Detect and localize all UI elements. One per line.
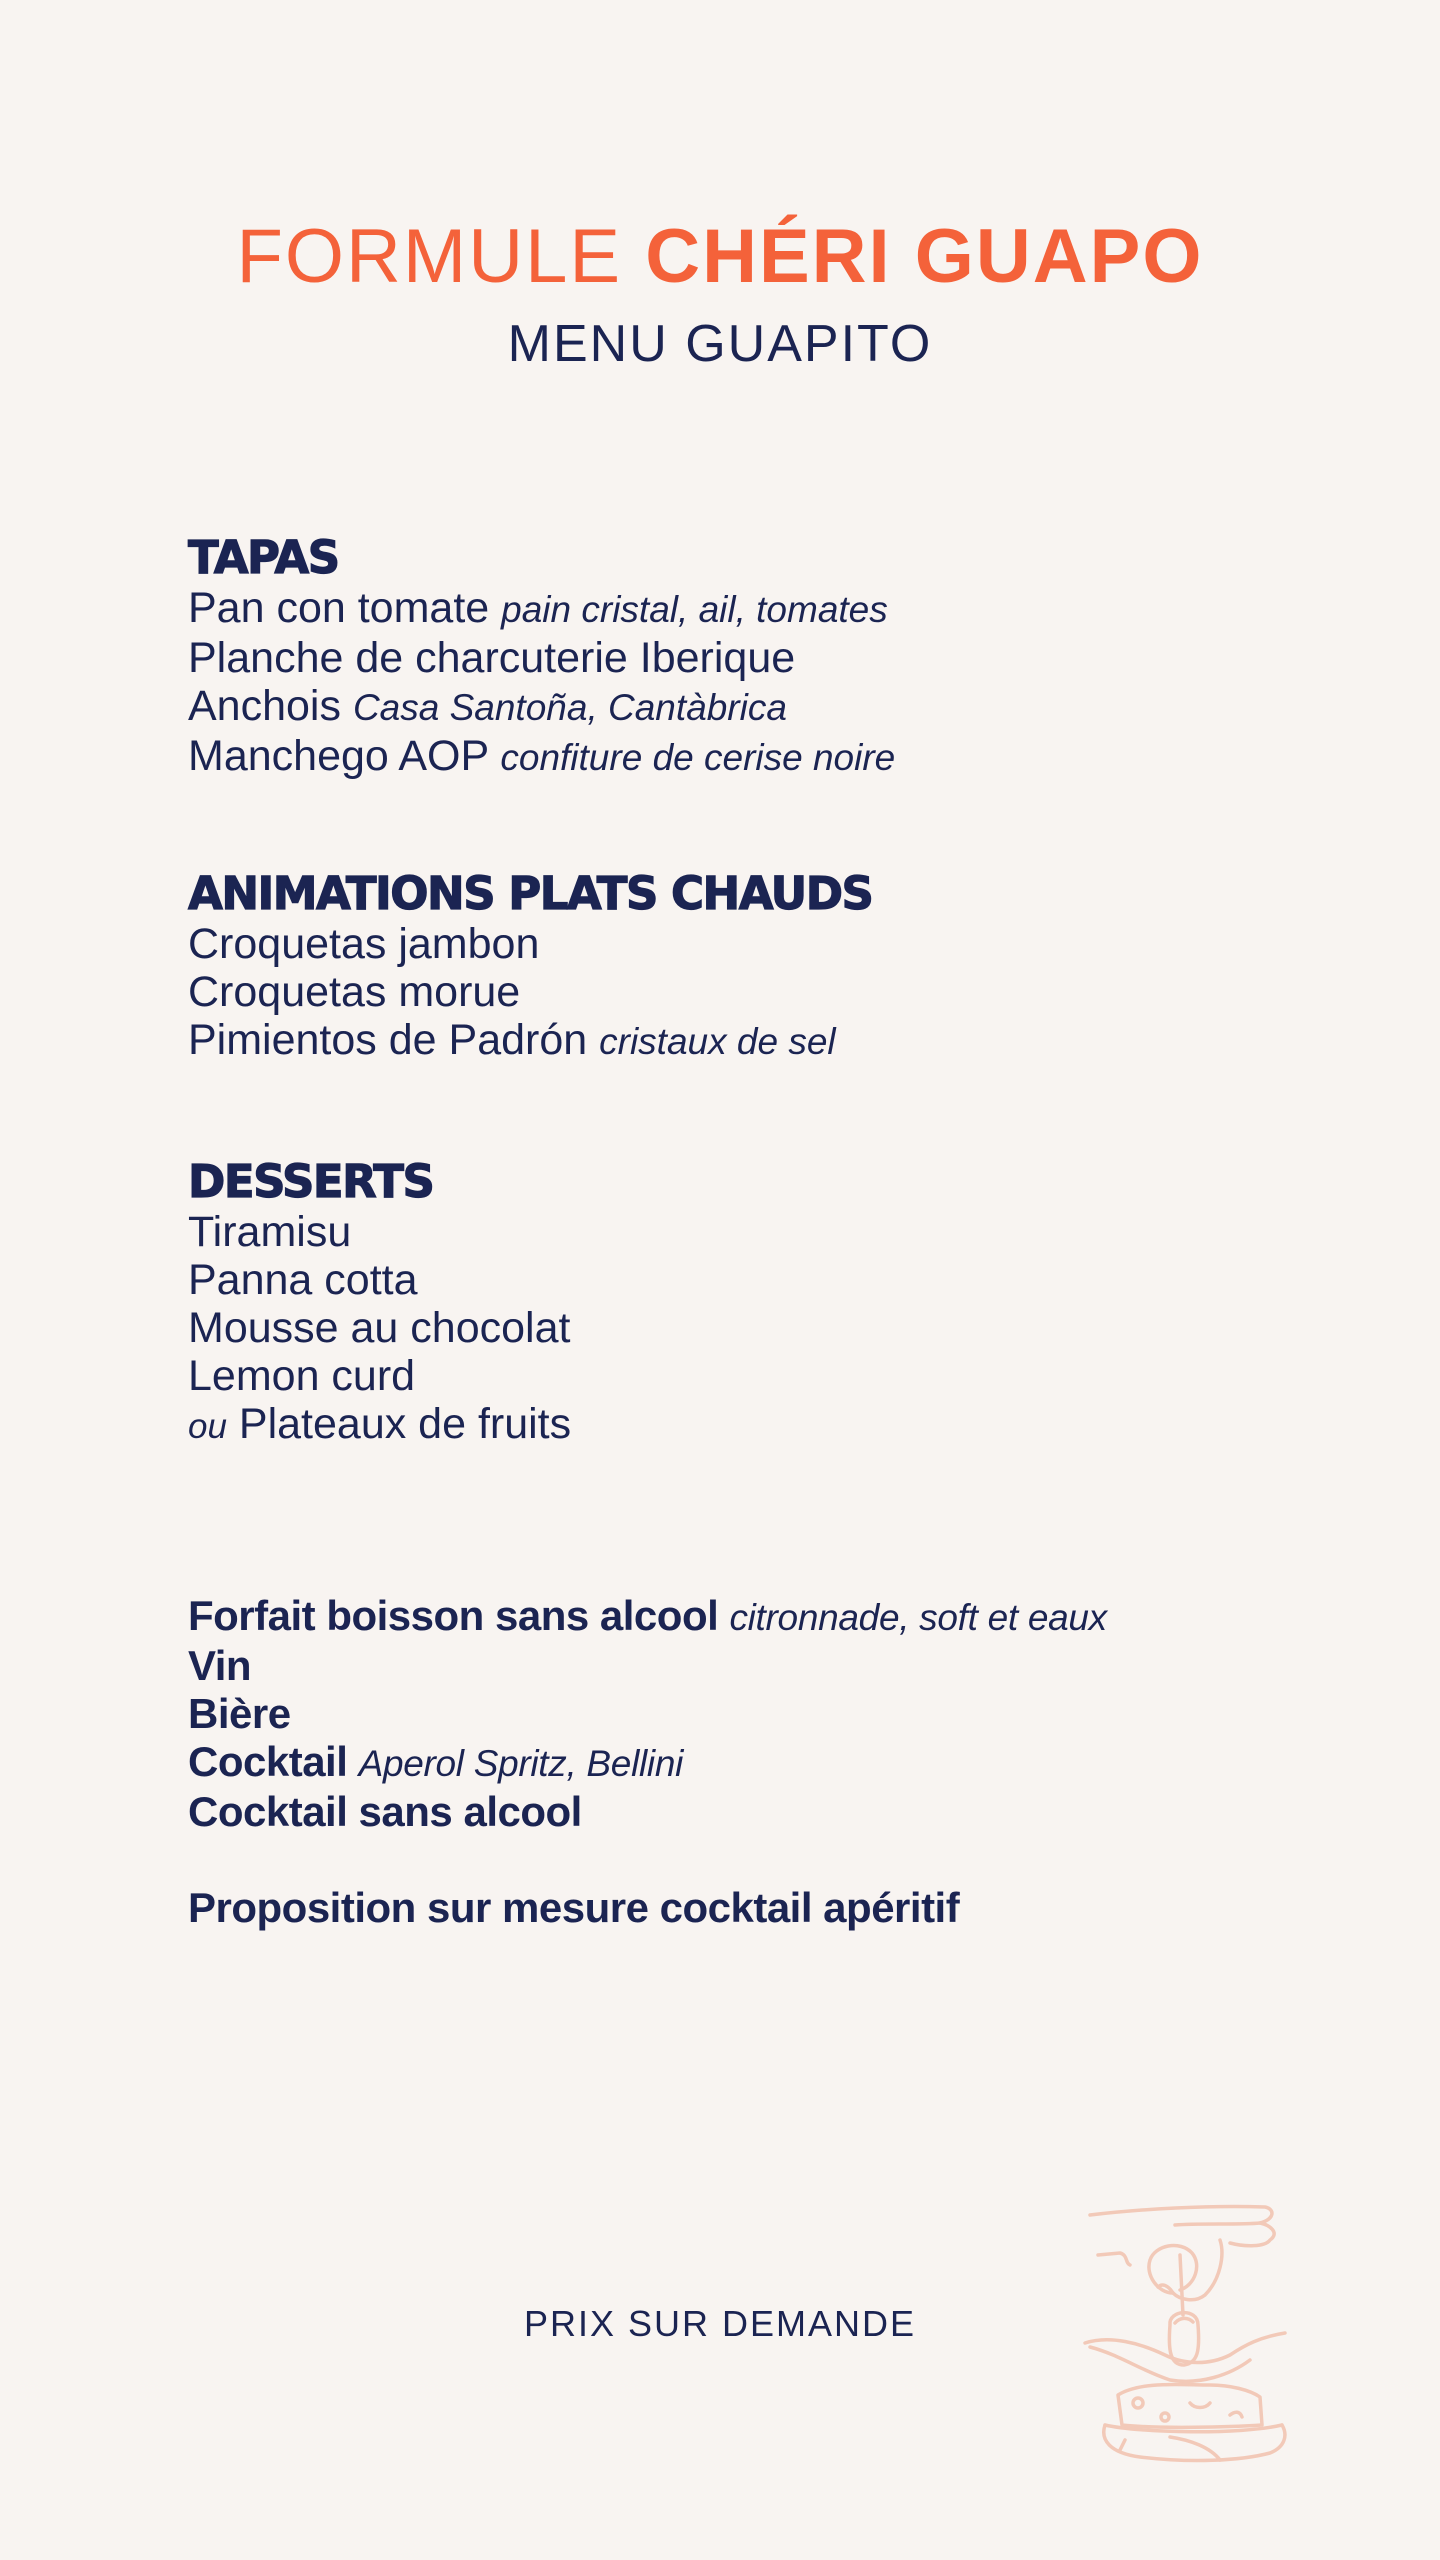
item-name: Plateaux de fruits xyxy=(238,1400,572,1448)
drink-item xyxy=(188,1592,1288,1642)
item-name: Croquetas jambon xyxy=(188,920,540,968)
drink-name: Cocktail sans alcool xyxy=(188,1788,582,1835)
menu-item xyxy=(188,1304,1288,1352)
item-name: Pan con tomate xyxy=(188,584,490,632)
drink-item xyxy=(188,1738,1288,1788)
item-name: Tiramisu xyxy=(188,1208,352,1256)
section-desserts xyxy=(188,1156,1288,1451)
menu-item xyxy=(188,634,1288,682)
item-name: Mousse au chocolat xyxy=(188,1304,571,1352)
menu-subtitle: MENU GUAPITO xyxy=(507,315,933,373)
menu-item xyxy=(188,968,1288,1016)
title-brand: CHÉRI GUAPO xyxy=(645,214,1204,299)
item-name: Lemon curd xyxy=(188,1352,416,1400)
page-title xyxy=(0,212,1440,302)
drink-detail: Aperol Spritz, Bellini xyxy=(358,1743,684,1784)
drink-item xyxy=(188,1690,1288,1738)
menu-item xyxy=(188,1016,1288,1066)
price-note: PRIX SUR DEMANDE xyxy=(523,2303,917,2344)
section-drinks xyxy=(188,1592,1288,1932)
title-formule: FORMULE xyxy=(236,214,646,299)
section-heading: TAPAS xyxy=(188,531,339,584)
drink-name: Vin xyxy=(188,1642,252,1689)
menu-header xyxy=(0,212,1440,374)
custom-offer: Proposition sur mesure cocktail apéritif xyxy=(188,1884,960,1931)
drink-detail: citronnade, soft et eaux xyxy=(729,1597,1107,1638)
menu-item xyxy=(188,584,1288,634)
item-name: Croquetas morue xyxy=(188,968,521,1016)
item-detail: confiture de cerise noire xyxy=(500,737,896,778)
menu-item xyxy=(188,1400,1288,1451)
drink-item xyxy=(188,1642,1288,1690)
menu-item xyxy=(188,1208,1288,1256)
drink-name: Forfait boisson sans alcool xyxy=(188,1592,719,1639)
menu-item xyxy=(188,920,1288,968)
item-name: Planche de charcuterie Iberique xyxy=(188,634,796,682)
item-name: Anchois xyxy=(188,682,341,730)
section-hot-dishes xyxy=(188,868,1288,1066)
drink-name: Cocktail xyxy=(188,1738,348,1785)
item-name: Manchego AOP xyxy=(188,732,489,780)
section-tapas xyxy=(188,532,1288,782)
menu-item xyxy=(188,1352,1288,1400)
drink-item xyxy=(188,1788,1288,1836)
drink-name: Bière xyxy=(188,1690,291,1737)
section-heading: DESSERTS xyxy=(188,1155,434,1208)
item-name: Panna cotta xyxy=(188,1256,418,1304)
menu-item xyxy=(188,1256,1288,1304)
item-detail: Casa Santoña, Cantàbrica xyxy=(352,687,787,728)
section-heading: ANIMATIONS PLATS CHAUDS xyxy=(188,867,873,920)
tapas-sketch-icon xyxy=(1070,2185,1300,2465)
item-detail: cristaux de sel xyxy=(599,1021,836,1062)
menu-item xyxy=(188,682,1288,732)
item-detail: pain cristal, ail, tomates xyxy=(501,589,888,630)
menu-item xyxy=(188,732,1288,782)
item-prefix: ou xyxy=(188,1407,227,1446)
item-name: Pimientos de Padrón xyxy=(188,1016,588,1064)
